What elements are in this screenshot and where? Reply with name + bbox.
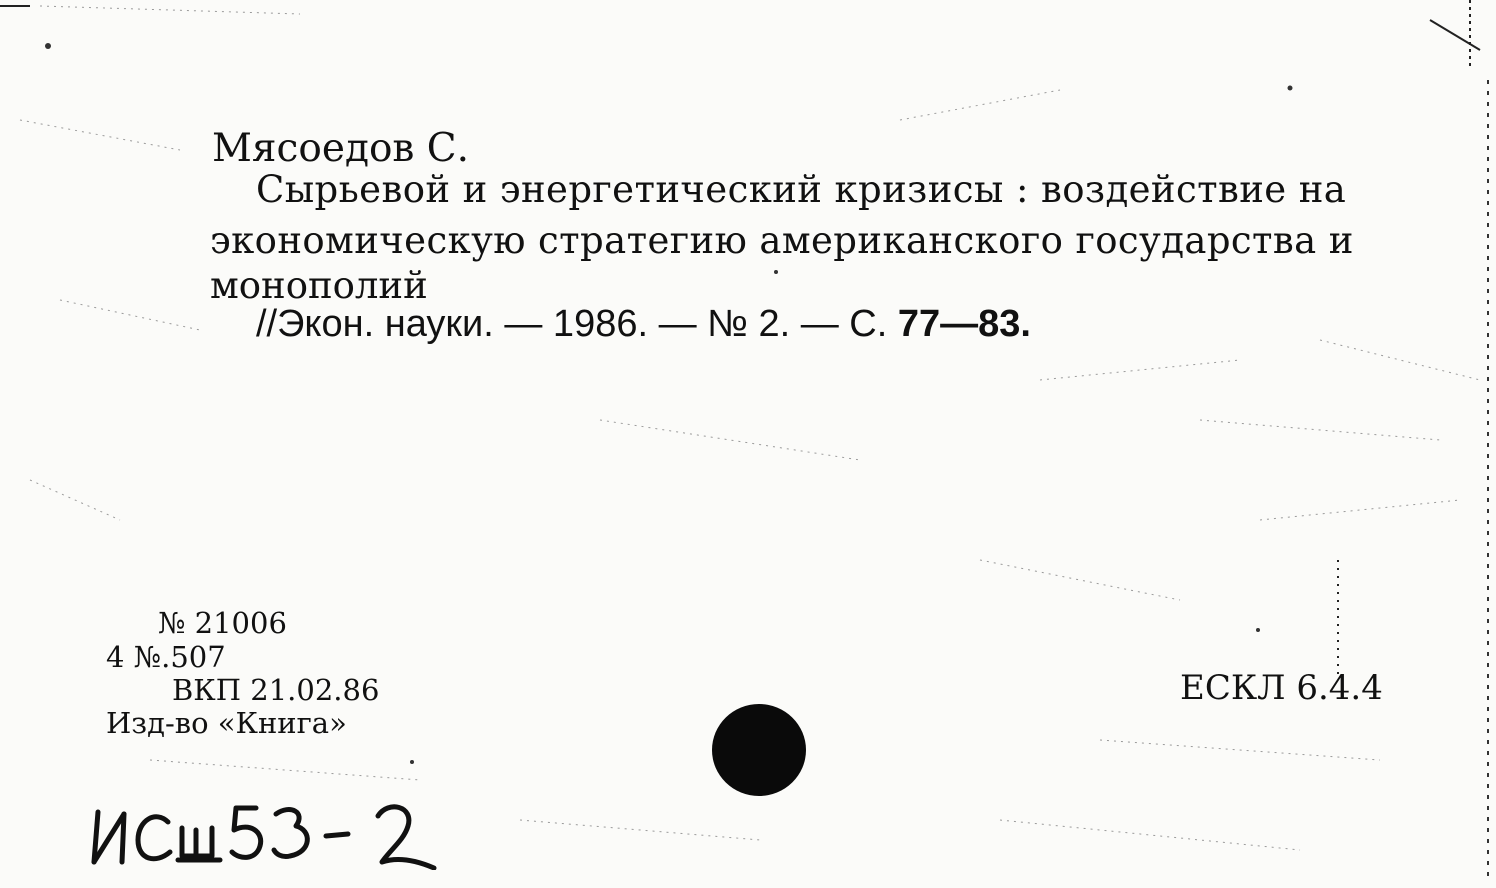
card-title-line-1: Сырьевой и энергетический кризисы : воздействие на [256, 168, 1347, 211]
card-classification: ЕСКЛ 6.4.4 [1180, 668, 1383, 708]
card-publisher: Изд-во «Книга» [106, 706, 347, 740]
handwritten-shelf-code [90, 790, 450, 870]
card-source-line [256, 303, 1031, 346]
card-author: Мясоедов С. [212, 126, 470, 171]
card-number: № 21006 [158, 606, 287, 640]
source-pages: 77—83. [897, 303, 1031, 345]
punch-hole [712, 704, 806, 796]
card-order-number: 4 №.507 [106, 640, 226, 674]
card-title-line-3: монополий [210, 264, 428, 307]
source-citation: //Экон. науки. — 1986. — № 2. — С. [256, 303, 888, 345]
card-vkp-date: ВКП 21.02.86 [172, 673, 380, 707]
card-title-line-2: экономическую стратегию американского государства и [210, 219, 1354, 262]
